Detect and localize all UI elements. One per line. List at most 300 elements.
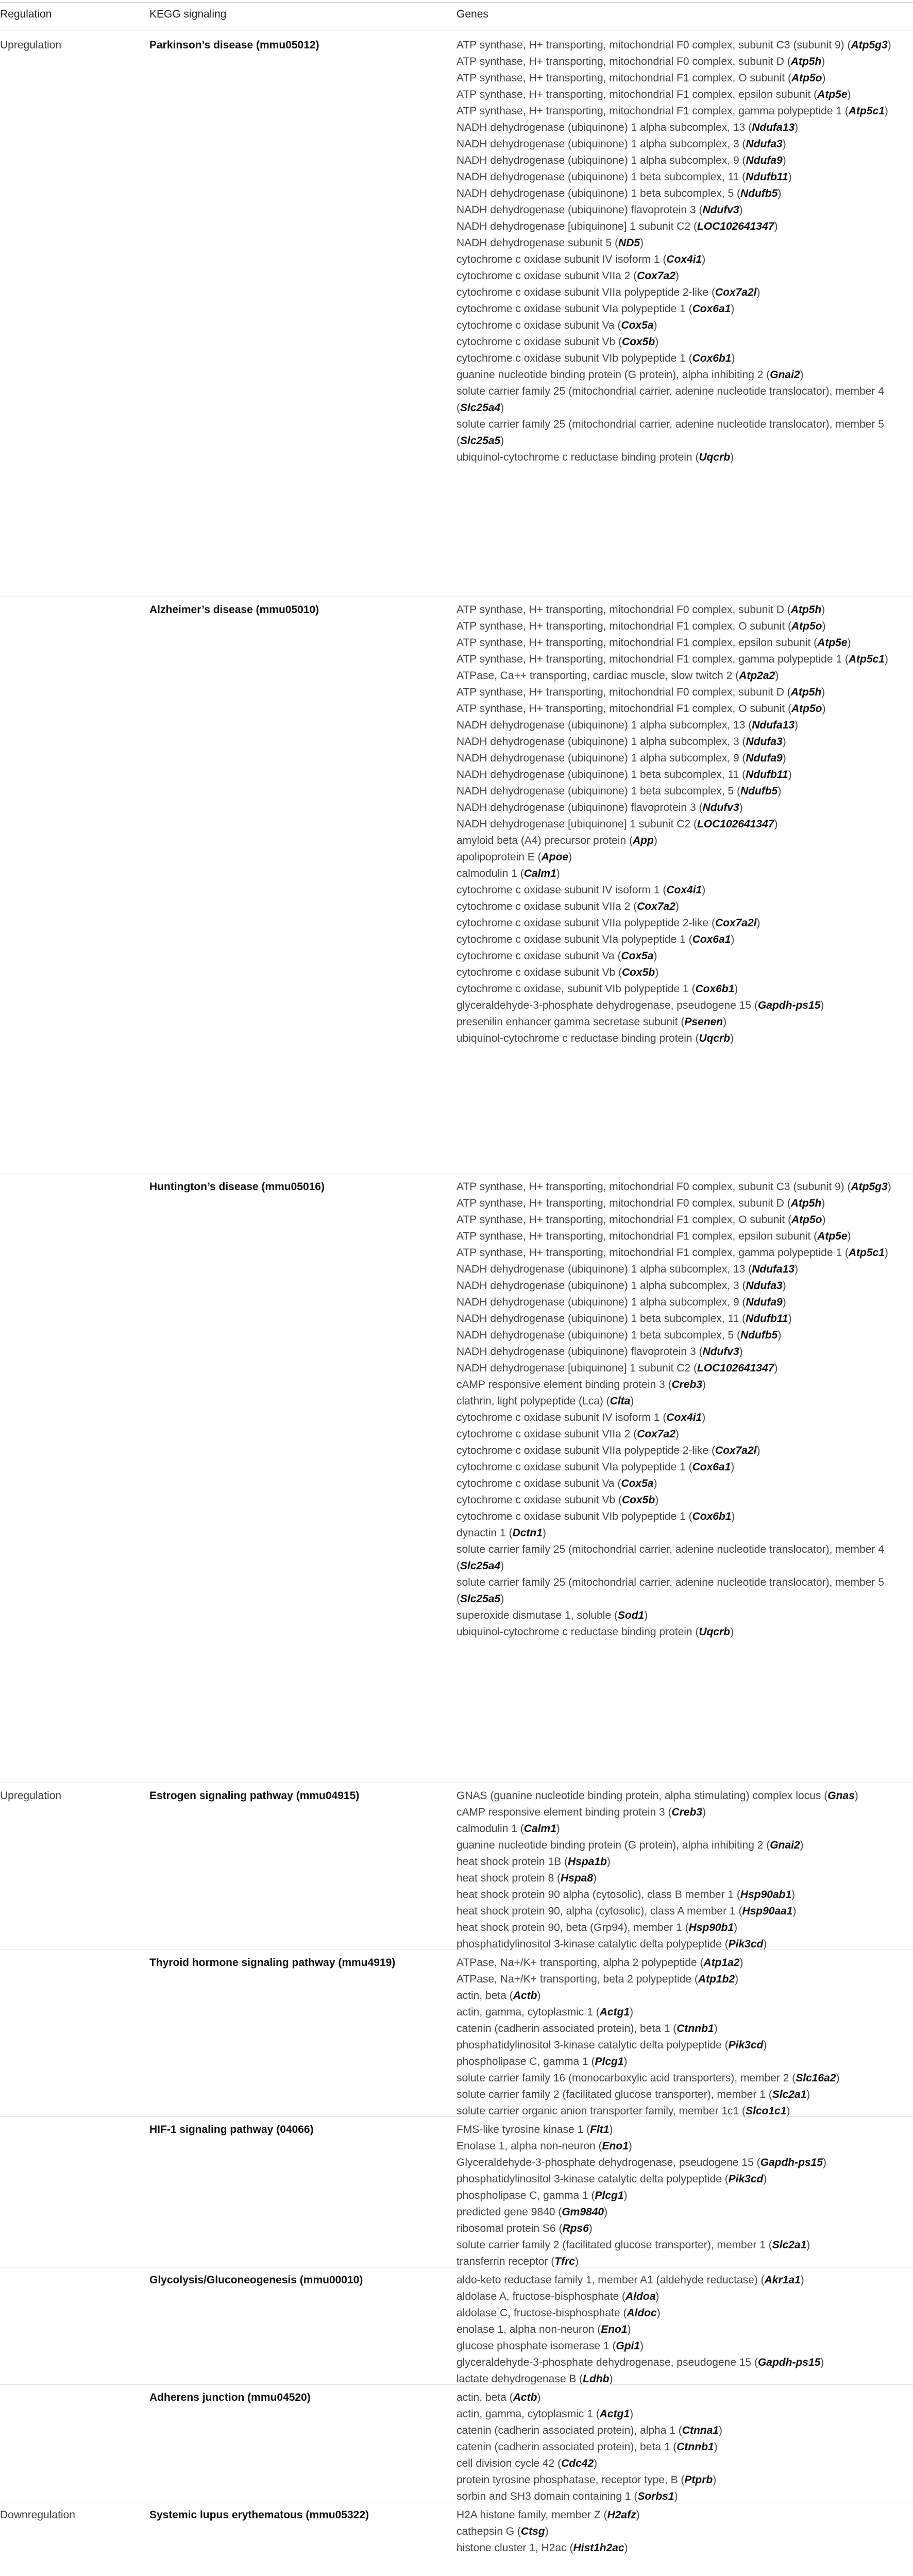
gene-entry [457, 449, 905, 466]
gene-entry [457, 1870, 905, 1887]
gene-entry [457, 1574, 905, 1607]
gene-entry [457, 2338, 905, 2354]
paren-open: ( [742, 769, 746, 781]
gene-entry [457, 651, 905, 668]
gene-entry [457, 2253, 905, 2270]
paren-close: ) [593, 1872, 597, 1884]
gene-entry [457, 1920, 905, 1936]
paren-close: ) [674, 2490, 678, 2502]
paren-open: ( [724, 1938, 729, 1950]
paren-open: ( [633, 901, 637, 912]
gene-entry [457, 70, 905, 87]
gene-abbreviation: Gnas [827, 1790, 855, 1802]
gene-description: cytochrome c oxidase subunit VIa polypeptide 1 [457, 303, 689, 315]
gene-abbreviation: Cox7a2 [637, 901, 675, 912]
gene-description: enolase 1, alpha non-neuron [457, 2324, 598, 2335]
gene-abbreviation: Atp5c1 [848, 105, 885, 117]
gene-abbreviation: Gapdh-ps15 [757, 2357, 821, 2368]
gene-abbreviation: Cox6a1 [692, 934, 731, 945]
paren-close: ) [653, 950, 657, 962]
paren-open: ( [787, 604, 791, 616]
gene-abbreviation: Cox6b1 [692, 352, 732, 364]
gene-description: ubiquinol-cytochrome c reductase binding protein [457, 1032, 696, 1044]
paren-close: ) [777, 785, 782, 797]
gene-description: calmodulin 1 [457, 868, 520, 879]
gene-entry [457, 2054, 905, 2070]
gene-abbreviation: Ndufa9 [746, 752, 783, 764]
gene-description: cytochrome c oxidase subunit VIb polypeptide 1 [457, 1511, 689, 1522]
gene-abbreviation: Calm1 [523, 1823, 556, 1835]
gene-description: cytochrome c oxidase subunit VIa polypeptide 1 [457, 1461, 689, 1473]
gene-entry [457, 734, 905, 750]
paren-open: ( [579, 2373, 583, 2385]
paren-open: ( [735, 670, 739, 682]
paren-open: ( [663, 1412, 667, 1423]
gene-abbreviation: H2afz [607, 2509, 636, 2521]
gene-description: cytochrome c oxidase subunit Vb [457, 1494, 618, 1506]
gene-abbreviation: Hsp90b1 [688, 1922, 734, 1934]
paren-close: ) [822, 1214, 826, 1226]
paren-close: ) [609, 2124, 613, 2136]
gene-abbreviation: Hspa8 [560, 1872, 593, 1884]
paren-close: ) [640, 2340, 644, 2352]
paren-close: ) [820, 2357, 824, 2368]
gene-description: aldo-keto reductase family 1, member A1 (aldehyde reductase) [457, 2274, 761, 2286]
paren-close: ) [655, 1494, 659, 1506]
regulation-cell: Upregulation [0, 39, 62, 51]
gene-abbreviation: Hsp90ab1 [740, 1889, 792, 1901]
paren-close: ) [739, 802, 743, 814]
gene-abbreviation: Uqcrb [699, 451, 731, 463]
paren-close: ) [714, 2441, 718, 2453]
gene-abbreviation: Gpi1 [616, 2340, 640, 2352]
gene-entry [457, 701, 905, 717]
paren-open: ( [787, 1197, 791, 1209]
paren-open: ( [598, 2140, 602, 2152]
gene-description: apolipoprotein E [457, 851, 538, 863]
gene-abbreviation: Cox4i1 [666, 1412, 702, 1423]
paren-open: ( [737, 1329, 741, 1341]
gene-description: predicted gene 9840 [457, 2206, 559, 2218]
paren-close: ) [887, 1181, 891, 1193]
gene-description: actin, beta [457, 1990, 510, 2002]
paren-close: ) [782, 138, 786, 150]
gene-abbreviation: Slc16a2 [796, 2072, 836, 2084]
paren-open: ( [742, 138, 746, 150]
gene-description: ATP synthase, H+ transporting, mitochondrial F0 complex, subunit D [457, 56, 787, 67]
gene-entry [457, 136, 905, 152]
gene-abbreviation: Atp5o [791, 1214, 822, 1226]
gene-abbreviation: Cox6a1 [692, 1461, 731, 1473]
gene-entry [457, 2507, 905, 2523]
paren-open: ( [693, 221, 697, 232]
paren-open: ( [814, 637, 818, 649]
paren-open: ( [754, 999, 758, 1011]
gene-entry [457, 1476, 905, 1492]
paren-close: ) [628, 2140, 632, 2152]
paren-open: ( [688, 934, 692, 945]
kegg-pathway-cell: HIF-1 signaling pathway (04066) [149, 2124, 314, 2136]
gene-entry [457, 1393, 905, 1410]
paren-open: ( [742, 1280, 746, 1292]
gene-entry [457, 235, 905, 251]
paren-close: ) [702, 884, 706, 896]
paren-open: ( [557, 2458, 562, 2469]
gene-abbreviation: LOC102641347 [697, 1362, 774, 1374]
gene-description: ATP synthase, H+ transporting, mitochondrial F1 complex, epsilon subunit [457, 89, 814, 100]
gene-description: NADH dehydrogenase (ubiquinone) 1 alpha subcomplex, 3 [457, 736, 742, 748]
gene-description: NADH dehydrogenase (ubiquinone) 1 alpha subcomplex, 9 [457, 155, 742, 166]
gene-abbreviation: Atp5o [791, 72, 822, 84]
gene-abbreviation: Dctn1 [512, 1527, 543, 1539]
gene-entry [457, 1459, 905, 1476]
gene-description: cytochrome c oxidase subunit VIIa 2 [457, 270, 634, 282]
paren-close: ) [836, 2072, 840, 2084]
paren-close: ) [702, 1806, 706, 1818]
gene-description: lactate dehydrogenase B [457, 2373, 580, 2385]
paren-open: ( [629, 835, 633, 846]
paren-close: ) [777, 1329, 782, 1341]
gene-description: presenilin enhancer gamma secretase subunit [457, 1016, 681, 1028]
gene-abbreviation: Ndufa3 [746, 138, 783, 150]
gene-description: solute carrier organic anion transporter family, member 1c1 [457, 2105, 742, 2117]
paren-open: ( [847, 1181, 851, 1193]
gene-entry [457, 2122, 905, 2138]
gene-entry [457, 2389, 905, 2406]
gene-abbreviation: Plcg1 [595, 2190, 624, 2201]
gene-abbreviation: Atp5e [817, 1230, 848, 1242]
gene-description: NADH dehydrogenase (ubiquinone) flavoprotein 3 [457, 802, 699, 814]
gene-entry [457, 2103, 905, 2120]
gene-description: ATP synthase, H+ transporting, mitochondrial F0 complex, subunit C3 (subunit 9) [457, 1181, 848, 1193]
paren-close: ) [763, 1938, 767, 1950]
gene-entry [457, 1492, 905, 1509]
gene-abbreviation: Calm1 [523, 868, 556, 879]
gene-entry [457, 169, 905, 185]
paren-close: ) [675, 901, 679, 912]
gene-entry [457, 2021, 905, 2037]
paren-close: ) [500, 402, 504, 414]
gene-abbreviation: Ndufb11 [746, 1313, 788, 1325]
paren-close: ) [655, 336, 659, 348]
gene-abbreviation: Rps6 [562, 2223, 589, 2234]
paren-close: ) [702, 1379, 706, 1391]
gene-entry [457, 1971, 905, 1988]
gene-description: NADH dehydrogenase (ubiquinone) flavoprotein 3 [457, 1346, 699, 1358]
paren-close: ) [792, 1905, 797, 1917]
paren-open: ( [569, 2542, 573, 2554]
gene-abbreviation: Cox7a2 [637, 1428, 675, 1440]
paren-open: ( [615, 237, 619, 249]
paren-open: ( [844, 1247, 849, 1259]
paren-close: ) [786, 2105, 790, 2117]
gene-abbreviation: Atp5c1 [848, 653, 885, 665]
header-regulation: Regulation [0, 8, 52, 20]
gene-description: ATPase, Na+/K+ transporting, beta 2 polypeptide [457, 1973, 695, 1985]
gene-abbreviation: Pik3cd [728, 1938, 764, 1950]
paren-close: ) [655, 2291, 660, 2302]
paren-close: ) [800, 369, 804, 381]
gene-entry [457, 1261, 905, 1278]
gene-description: cytochrome c oxidase subunit VIIa polypeptide 2-like [457, 1445, 712, 1456]
paren-open: ( [596, 2006, 600, 2018]
paren-open: ( [537, 851, 542, 863]
gene-entry [457, 1410, 905, 1426]
gene-entry [457, 915, 905, 931]
paren-close: ) [714, 2023, 718, 2035]
gene-abbreviation: Ndufa13 [752, 1263, 795, 1275]
gene-description: cytochrome c oxidase subunit IV isoform 1 [457, 253, 663, 265]
gene-description: cAMP responsive element binding protein 3 [457, 1806, 668, 1818]
gene-description: cytochrome c oxidase subunit VIIa 2 [457, 1428, 634, 1440]
genes-cell [457, 37, 905, 466]
gene-description: heat shock protein 90, beta (Grp94), member 1 [457, 1922, 685, 1934]
paren-close: ) [644, 1609, 648, 1621]
paren-close: ) [731, 352, 735, 364]
paren-close: ) [574, 2256, 579, 2267]
gene-description: H2A histone family, member Z [457, 2509, 604, 2521]
paren-close: ) [734, 983, 738, 995]
paren-open: ( [766, 1839, 770, 1851]
paren-open: ( [814, 89, 818, 100]
paren-close: ) [630, 1395, 634, 1407]
genes-cell [457, 2389, 905, 2505]
paren-close: ) [739, 1346, 743, 1358]
gene-description: heat shock protein 90, alpha (cytosolic), class A member 1 [457, 1905, 739, 1917]
paren-close: ) [806, 2239, 810, 2251]
paren-close: ) [822, 620, 826, 632]
paren-open: ( [699, 1346, 703, 1358]
header-genes: Genes [457, 8, 488, 20]
gene-description: phospholipase C, gamma 1 [457, 2190, 591, 2201]
paren-close: ) [640, 237, 644, 249]
gene-description: ATP synthase, H+ transporting, mitochondrial F1 complex, epsilon subunit [457, 637, 814, 649]
genes-cell [457, 2122, 905, 2270]
paren-open: ( [517, 2526, 521, 2537]
gene-entry [457, 1360, 905, 1377]
paren-open: ( [457, 1560, 460, 1572]
gene-entry [457, 350, 905, 367]
paren-close: ) [739, 204, 743, 216]
paren-open: ( [596, 2408, 600, 2420]
paren-close: ) [847, 637, 851, 649]
gene-entry [457, 882, 905, 899]
paren-open: ( [633, 270, 637, 282]
paren-close: ) [854, 1790, 858, 1802]
gene-description: catenin (cadherin associated protein), beta 1 [457, 2023, 673, 2035]
gene-abbreviation: Ndufb5 [740, 188, 778, 199]
gene-entry [457, 2155, 905, 2171]
paren-open: ( [724, 2173, 729, 2185]
gene-abbreviation: LOC102641347 [697, 818, 774, 830]
gene-entry [457, 2422, 905, 2439]
gene-description: solute carrier family 2 (facilitated glucose transporter), member 1 [457, 2239, 769, 2251]
gene-description: solute carrier family 25 (mitochondrial carrier, adenine nucleotide translocator), member 4 [457, 385, 884, 397]
gene-description: ATP synthase, H+ transporting, mitochondrial F1 complex, O subunit [457, 1214, 788, 1226]
paren-close: ) [800, 2274, 804, 2286]
gene-abbreviation: Hspa1b [567, 1856, 607, 1868]
gene-entry [457, 103, 905, 120]
paren-close: ) [636, 2509, 640, 2521]
paren-open: ( [509, 1990, 513, 2002]
gene-abbreviation: Hist1h2ac [573, 2542, 624, 2554]
gene-abbreviation: Ctsg [520, 2526, 545, 2537]
kegg-pathway-cell: Adherens junction (mmu04520) [149, 2392, 311, 2403]
kegg-pathway-cell: Huntington’s disease (mmu05016) [149, 1181, 325, 1193]
gene-abbreviation: Ndufv3 [702, 1346, 739, 1358]
paren-open: ( [634, 2490, 638, 2502]
paren-close: ) [884, 1247, 888, 1259]
gene-entry [457, 54, 905, 70]
gene-entry [457, 1525, 905, 1541]
paren-open: ( [564, 1856, 568, 1868]
paren-open: ( [711, 1445, 715, 1456]
gene-description: actin, beta [457, 2392, 510, 2403]
gene-description: ATP synthase, H+ transporting, mitochondrial F1 complex, gamma polypeptide 1 [457, 653, 845, 665]
paren-open: ( [520, 868, 524, 879]
gene-entry [457, 2272, 905, 2289]
gene-abbreviation: Atp5g3 [851, 39, 888, 51]
gene-abbreviation: Ndufa3 [746, 1280, 783, 1292]
gene-description: ATP synthase, H+ transporting, mitochondrial F1 complex, O subunit [457, 620, 788, 632]
gene-description: phosphatidylinositol 3-kinase catalytic delta polypeptide [457, 2039, 725, 2051]
gene-entry [457, 2455, 905, 2472]
paren-close: ) [775, 670, 779, 682]
paren-close: ) [734, 1922, 738, 1934]
gene-entry [457, 1936, 905, 1953]
gene-entry [457, 717, 905, 734]
gene-abbreviation: Hsp90aa1 [742, 1905, 793, 1917]
gene-description: NADH dehydrogenase (ubiquinone) 1 beta subcomplex, 5 [457, 188, 737, 199]
paren-close: ) [731, 303, 735, 315]
gene-abbreviation: Cox6b1 [692, 1511, 732, 1522]
gene-entry [457, 668, 905, 684]
paren-open: ( [736, 1889, 740, 1901]
gene-abbreviation: Gnai2 [770, 1839, 800, 1851]
paren-close: ) [735, 1973, 739, 1985]
paren-open: ( [556, 1872, 561, 1884]
gene-entry [457, 1344, 905, 1360]
gene-description: cytochrome c oxidase subunit Va [457, 319, 618, 331]
gene-abbreviation: Atp5o [791, 620, 822, 632]
paren-close: ) [847, 1230, 851, 1242]
paren-open: ( [618, 967, 622, 978]
gene-entry [457, 1228, 905, 1245]
gene-entry [457, 2171, 905, 2188]
paren-open: ( [699, 802, 703, 814]
paren-open: ( [678, 2425, 682, 2436]
gene-description: NADH dehydrogenase (ubiquinone) 1 alpha subcomplex, 13 [457, 122, 749, 133]
paren-close: ) [723, 1016, 727, 1028]
gene-entry [457, 1821, 905, 1837]
gene-abbreviation: Gapdh-ps15 [757, 999, 821, 1011]
paren-open: ( [737, 785, 741, 797]
paren-open: ( [742, 2105, 746, 2117]
gene-description: clathrin, light polypeptide (Lca) [457, 1395, 606, 1407]
paren-close: ) [542, 1527, 546, 1539]
gene-entry [457, 684, 905, 701]
paren-open: ( [844, 105, 849, 117]
paren-close: ) [537, 2392, 541, 2403]
paren-open: ( [768, 2239, 772, 2251]
gene-description: ubiquinol-cytochrome c reductase binding protein [457, 451, 696, 463]
gene-description: NADH dehydrogenase (ubiquinone) 1 alpha subcomplex, 9 [457, 1296, 742, 1308]
gene-entry [457, 1311, 905, 1327]
gene-abbreviation: Gnai2 [770, 369, 800, 381]
gene-abbreviation: Eno1 [601, 2324, 628, 2335]
gene-description: NADH dehydrogenase (ubiquinone) 1 beta subcomplex, 5 [457, 785, 737, 797]
gene-description: phosphatidylinositol 3-kinase catalytic delta polypeptide [457, 1938, 725, 1950]
gene-description: cytochrome c oxidase subunit Vb [457, 967, 618, 978]
paren-close: ) [800, 1839, 804, 1851]
gene-entry [457, 800, 905, 816]
gene-abbreviation: Cox5a [621, 1478, 654, 1489]
paren-close: ) [782, 1280, 786, 1292]
gene-abbreviation: Atp5h [790, 1197, 822, 1209]
paren-open: ( [814, 1230, 818, 1242]
gene-abbreviation: Ndufa3 [746, 736, 783, 748]
gene-entry [457, 367, 905, 383]
paren-open: ( [668, 1379, 672, 1391]
paren-open: ( [844, 653, 849, 665]
gene-abbreviation: Atp5c1 [848, 1247, 885, 1259]
paren-open: ( [693, 818, 697, 830]
gene-description: cytochrome c oxidase subunit Vb [457, 336, 618, 348]
gene-description: ATP synthase, H+ transporting, mitochondrial F1 complex, O subunit [457, 72, 788, 84]
gene-description: heat shock protein 1B [457, 1856, 564, 1868]
paren-open: ( [617, 950, 621, 962]
paren-close: ) [756, 286, 760, 298]
genes-cell [457, 1179, 905, 1640]
gene-entry [457, 2138, 905, 2155]
paren-open: ( [760, 2274, 765, 2286]
gene-description: aldolase C, fructose-bisphosphate [457, 2307, 623, 2319]
gene-entry [457, 2523, 905, 2540]
paren-close: ) [777, 188, 782, 199]
gene-description: Glyceraldehyde-3-phosphate dehydrogenase, pseudogene 15 [457, 2157, 757, 2168]
gene-abbreviation: Apoe [541, 851, 569, 863]
gene-entry [457, 931, 905, 948]
gene-entry [457, 1030, 905, 1047]
gene-description: NADH dehydrogenase (ubiquinone) 1 alpha subcomplex, 3 [457, 138, 742, 150]
gene-entry [457, 152, 905, 169]
paren-close: ) [763, 2039, 767, 2051]
paren-close: ) [756, 1445, 760, 1456]
gene-abbreviation: Ndufa9 [746, 1296, 783, 1308]
gene-abbreviation: Cox6a1 [692, 303, 731, 315]
gene-entry [457, 2354, 905, 2371]
paren-close: ) [782, 752, 786, 764]
gene-entry [457, 635, 905, 651]
paren-open: ( [711, 917, 715, 929]
gene-description: histone cluster 1, H2ac [457, 2542, 570, 2554]
gene-description: NADH dehydrogenase subunit 5 [457, 237, 615, 249]
paren-open: ( [754, 2357, 758, 2368]
paren-open: ( [673, 2441, 677, 2453]
gene-description: NADH dehydrogenase [ubiquinone] 1 subunit C2 [457, 818, 694, 830]
gene-entry [457, 1541, 905, 1574]
gene-entry [457, 37, 905, 54]
gene-abbreviation: Cox5a [621, 319, 654, 331]
paren-close: ) [623, 2190, 628, 2201]
paren-open: ( [457, 1593, 460, 1605]
gene-entry [457, 2406, 905, 2422]
gene-description: heat shock protein 90 alpha (cytosolic), class B member 1 [457, 1889, 737, 1901]
gene-entry [457, 1607, 905, 1624]
gene-abbreviation: Cox5b [622, 336, 655, 348]
gene-description: aldolase A, fructose-bisphosphate [457, 2291, 622, 2302]
gene-entry [457, 1903, 905, 1920]
